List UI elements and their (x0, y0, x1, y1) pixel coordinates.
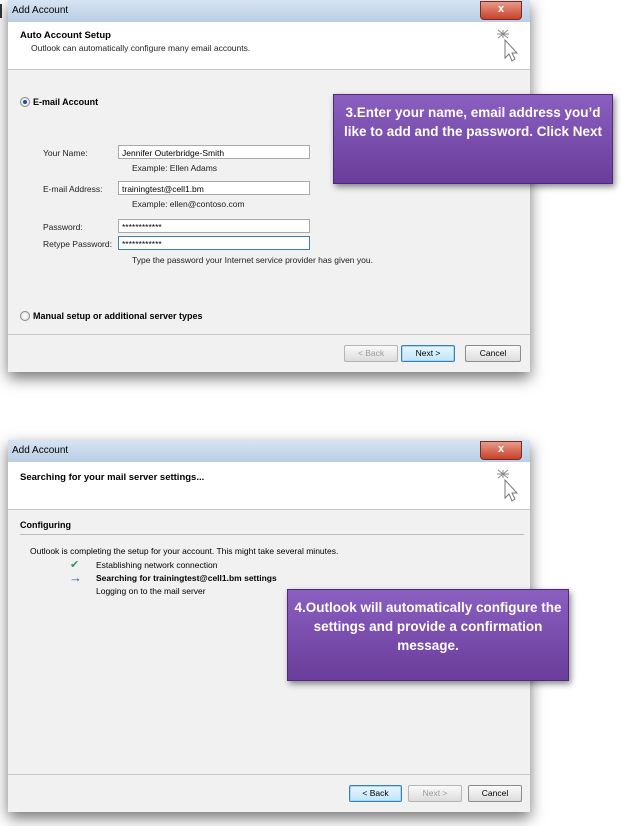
footer-divider (8, 334, 530, 335)
window-title: Add Account (12, 5, 69, 16)
section-title: Configuring (20, 520, 71, 530)
next-button[interactable]: Next > (408, 785, 462, 802)
cursor-sparkle-icon (494, 28, 520, 64)
instruction-callout-step4: 4.Outlook will automatically configure the settings and provide a confirmation message. (287, 589, 569, 681)
header-title: Searching for your mail server settings... (20, 472, 205, 483)
name-input[interactable]: Jennifer Outerbridge-Smith (118, 145, 310, 159)
back-button[interactable]: < Back (349, 785, 402, 802)
step-1-label: Establishing network connection (96, 560, 218, 570)
status-text: Outlook is completing the setup for your account. This might take several minutes. (30, 546, 339, 556)
dialog-header (8, 462, 530, 510)
arrow-icon: → (69, 570, 82, 585)
window-title: Add Account (12, 445, 69, 456)
title-bar (8, 440, 530, 463)
name-example: Example: Ellen Adams (132, 163, 218, 173)
manual-setup-radio[interactable] (20, 311, 30, 321)
title-bar (8, 0, 530, 23)
section-divider (20, 534, 524, 535)
retype-password-label: Retype Password: (43, 239, 112, 249)
close-button[interactable]: x (480, 1, 522, 20)
step-3-label: Logging on to the mail server (96, 586, 206, 596)
password-label: Password: (43, 222, 83, 232)
cursor-sparkle-icon (494, 468, 520, 504)
email-account-label: E-mail Account (33, 97, 99, 107)
check-icon: ✔ (70, 559, 80, 571)
close-button[interactable]: x (480, 441, 522, 460)
next-button[interactable]: Next > (401, 345, 455, 362)
email-label: E-mail Address: (43, 184, 103, 194)
password-hint: Type the password your Internet service provider has given you. (132, 255, 373, 265)
header-title: Auto Account Setup (20, 30, 111, 41)
dialog-header (8, 22, 530, 70)
step-2-label: Searching for trainingtest@cell1.bm settings (96, 573, 277, 583)
name-label: Your Name: (43, 148, 88, 158)
manual-setup-label: Manual setup or additional server types (33, 311, 203, 321)
header-subtitle: Outlook can automatically configure many email accounts. (31, 43, 251, 53)
footer-divider (8, 774, 530, 775)
add-account-dialog-step3 (8, 0, 530, 372)
back-button[interactable]: < Back (344, 345, 398, 362)
left-edge-mark (0, 4, 2, 18)
email-input[interactable]: trainingtest@cell1.bm (118, 181, 310, 195)
email-example: Example: ellen@contoso.com (132, 199, 245, 209)
password-input[interactable]: ************ (118, 219, 310, 233)
email-account-radio[interactable] (20, 97, 30, 107)
instruction-callout-step3: 3.Enter your name, email address you’d like to add and the password. Click Next (333, 94, 613, 184)
cancel-button[interactable]: Cancel (468, 785, 522, 802)
retype-password-input[interactable]: ************ (118, 236, 310, 250)
cancel-button[interactable]: Cancel (465, 345, 521, 362)
